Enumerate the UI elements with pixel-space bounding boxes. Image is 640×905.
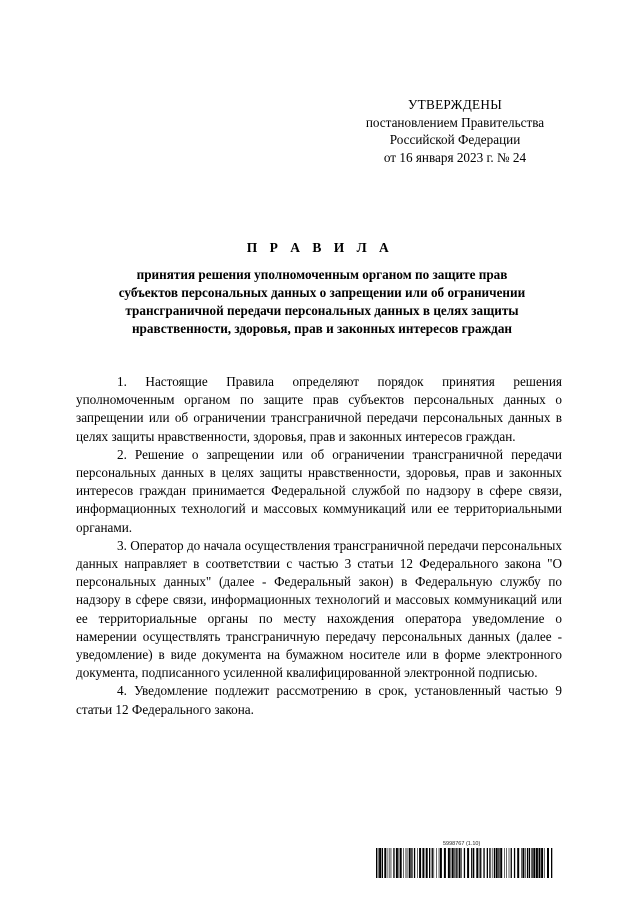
barcode-bar (467, 848, 469, 878)
barcode-bar (489, 848, 490, 878)
barcode-bar (506, 848, 507, 878)
barcode-bar (390, 848, 391, 878)
document-subtitle (66, 266, 578, 338)
barcode-bar (525, 848, 526, 878)
subtitle-line-2: субъектов персональных данных о запрещении или об ограничении (118, 285, 526, 300)
barcode-bar (457, 848, 458, 878)
barcode-bar (388, 848, 389, 878)
barcode-bar (440, 848, 442, 878)
subtitle-line-3: трансграничной передачи персональных данных в целях защиты (125, 303, 519, 318)
barcode-bar (492, 848, 493, 878)
barcode-bar (426, 848, 428, 878)
barcode-bar (417, 848, 418, 878)
barcode-bar (529, 848, 530, 878)
approval-block (340, 96, 570, 166)
barcode-bar (452, 848, 454, 878)
barcode-bar (539, 848, 541, 878)
document-body (76, 373, 562, 719)
barcode-bar (544, 848, 545, 878)
barcode-bar (479, 848, 480, 878)
barcode-bar (547, 848, 549, 878)
barcode-bar (393, 848, 394, 878)
barcode-bar (400, 848, 402, 878)
barcode-bar (500, 848, 502, 878)
barcode-bar (419, 848, 421, 878)
paragraph-4: 4. Уведомление подлежит рассмотрению в срок, установленный частью 9 статьи 12 Федерального закона. (76, 683, 562, 717)
barcode-bar (432, 848, 433, 878)
approval-title: УТВЕРЖДЕНЫ (407, 97, 502, 112)
approval-line-2: Российской Федерации (389, 132, 521, 147)
barcode-bar (496, 848, 498, 878)
barcode-bar (473, 848, 474, 878)
barcode-bar (422, 848, 424, 878)
barcode-bar (471, 848, 472, 878)
barcode-bar (476, 848, 478, 878)
barcode-bar (434, 848, 435, 878)
barcode (376, 848, 556, 878)
barcode-bar (456, 848, 457, 878)
barcode-bar (382, 848, 383, 878)
barcode-bar (444, 848, 446, 878)
document-stamp-code: 5998767 (1.10) (443, 841, 481, 847)
barcode-bar (527, 848, 528, 878)
paragraph-2: 2. Решение о запрещении или об ограничении трансграничной передачи персональных данных в целях защиты нравственности, здоровья, прав и законных интересов граждан принимается Федеральной службой по надзору в сфере связи, информационных технологий и массовых коммуникаций или ее территориальными органами. (76, 446, 562, 535)
barcode-bar (494, 848, 495, 878)
barcode-bar (459, 848, 461, 878)
barcode-bar (551, 848, 552, 878)
approval-line-1: постановлением Правительства (365, 114, 545, 130)
barcode-bar (399, 848, 400, 878)
barcode-bar (536, 848, 538, 878)
barcode-bar (403, 848, 404, 878)
barcode-bar (414, 848, 415, 878)
barcode-bar (487, 848, 488, 878)
paragraph-1: 1. Настоящие Правила определяют порядок принятия решения уполномоченным органом по защите прав субъектов персональных данных о запрещении или об ограничении трансграничной передачи персональных данных в целях защиты нравственности, здоровья, прав и законных интересов граждан. (76, 374, 562, 444)
barcode-bar (498, 848, 499, 878)
barcode-bar (541, 848, 543, 878)
approval-line-3: от 16 января 2023 г. № 24 (383, 149, 527, 165)
barcode-bar (391, 848, 392, 878)
subtitle-line-1: принятия решения уполномоченным органом по защите прав (136, 267, 508, 282)
barcode-bar (480, 848, 481, 878)
barcode-bar (406, 848, 407, 878)
barcode-bar (378, 848, 379, 878)
barcode-bar (461, 848, 462, 878)
barcode-bar (409, 848, 411, 878)
paragraph-3: 3. Оператор до начала осуществления трансграничной передачи персональных данных направляет в соответствии с частью 3 статьи 12 Федерального закона "О персональных данных" (далее - Федеральный закон) в Федеральную службу по надзору в сфере связи, информационных технологий и массовых коммуникаций или ее территориальные органы по месту нахождения оператора уведомление о намерении осуществлять трансграничную передачу персональных данных (далее - уведомление) в виде документа на бумажном носителе или в форме электронного документа, подписанного усиленной квалифицированной электронной подписью. (76, 537, 562, 681)
barcode-bar (376, 848, 377, 878)
barcode-bar (521, 848, 522, 878)
barcode-bar (504, 848, 505, 878)
barcode-bar (517, 848, 519, 878)
barcode-bar (483, 848, 484, 878)
document-title: П Р А В И Л А (246, 240, 394, 255)
barcode-bar (514, 848, 515, 878)
barcode-bar (439, 848, 440, 878)
barcode-bar (464, 848, 465, 878)
barcode-bar (522, 848, 524, 878)
barcode-bar (436, 848, 437, 878)
barcode-bar (448, 848, 450, 878)
barcode-bar (533, 848, 535, 878)
barcode-bar (454, 848, 455, 878)
barcode-bar (411, 848, 412, 878)
barcode-bar (451, 848, 452, 878)
barcode-bar (531, 848, 532, 878)
barcode-bar (384, 848, 386, 878)
barcode-bar (509, 848, 510, 878)
barcode-bar (379, 848, 381, 878)
barcode-bar (511, 848, 512, 878)
barcode-bar (407, 848, 408, 878)
barcode-bar (396, 848, 398, 878)
barcode-bar (429, 848, 430, 878)
subtitle-line-4: нравственности, здоровья, прав и законных интересов граждан (131, 321, 513, 336)
